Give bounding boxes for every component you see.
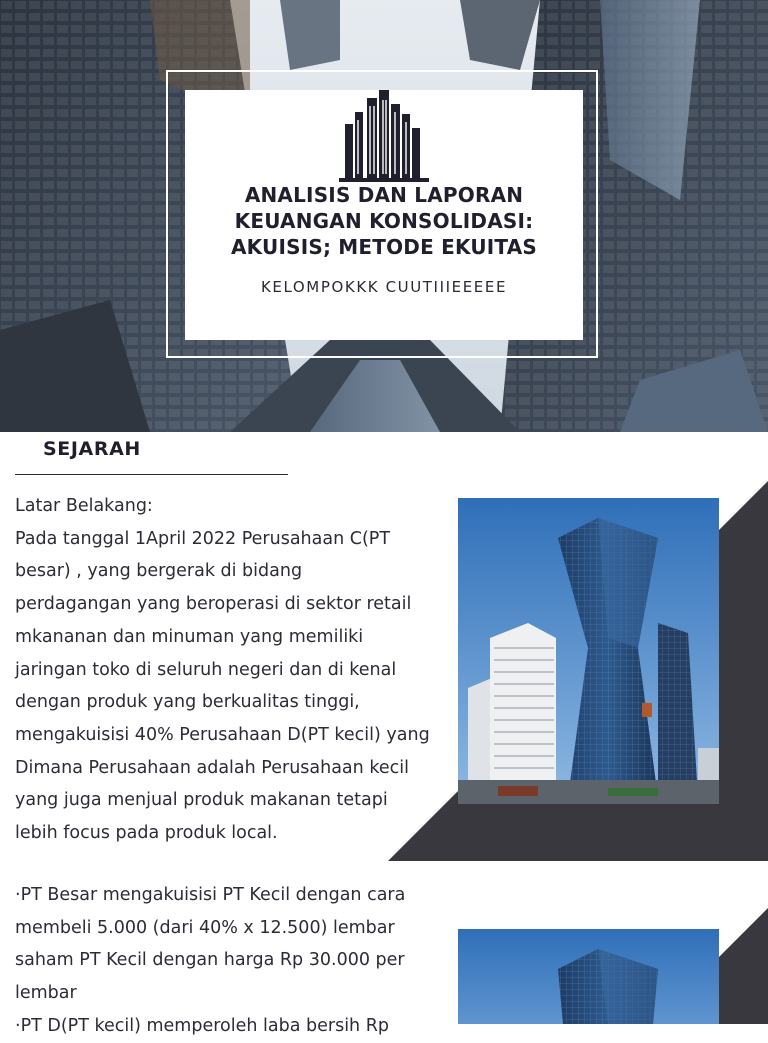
group-name: KELOMPOKKK CUUTIIIEEEEE <box>260 278 508 296</box>
title-line: KEUANGAN KONSOLIDASI: <box>234 209 534 233</box>
text-line: lebih focus pada produk local. <box>15 823 278 844</box>
title-line: AKUISIS; METODE EKUITAS <box>230 235 538 259</box>
section-divider <box>15 474 288 475</box>
text-line: saham PT Kecil dengan harga Rp 30.000 per <box>15 950 405 971</box>
text-line: membeli 5.000 (dari 40% x 12.500) lembar <box>15 917 395 938</box>
text-line: perdagangan yang beroperasi di sektor retail <box>15 594 412 615</box>
section-title: SEJARAH <box>43 438 141 460</box>
text-line: dengan produk yang berkualitas tinggi, <box>15 692 360 713</box>
text-line: Latar Belakang: <box>15 496 153 516</box>
text-line: Dimana Perusahaan adalah Perusahaan kecil <box>15 757 409 778</box>
building-photo-2 <box>458 929 719 1024</box>
paragraph-acquisition <box>15 879 455 1043</box>
text-line: ·PT D(PT kecil) memperoleh laba bersih Rp <box>15 1015 389 1036</box>
text-line: Pada tanggal 1April 2022 Perusahaan C(PT <box>15 528 391 549</box>
building-photo <box>458 498 719 804</box>
text-line: mengakuisisi 40% Perusahaan D(PT kecil) yang <box>15 724 430 745</box>
title-line: ANALISIS DAN LAPORAN <box>244 183 524 207</box>
text-line: lembar <box>15 983 77 1004</box>
text-line: jaringan toko di seluruh negeri dan di kenal <box>15 659 397 680</box>
text-line: besar) , yang bergerak di bidang <box>15 561 303 582</box>
paragraph-background <box>15 490 455 850</box>
text-line: ·PT Besar mengakuisisi PT Kecil dengan cara <box>15 885 406 905</box>
text-line: mkananan dan minuman yang memiliki <box>15 626 364 647</box>
text-line: yang juga menjual produk makanan tetapi <box>15 790 388 811</box>
